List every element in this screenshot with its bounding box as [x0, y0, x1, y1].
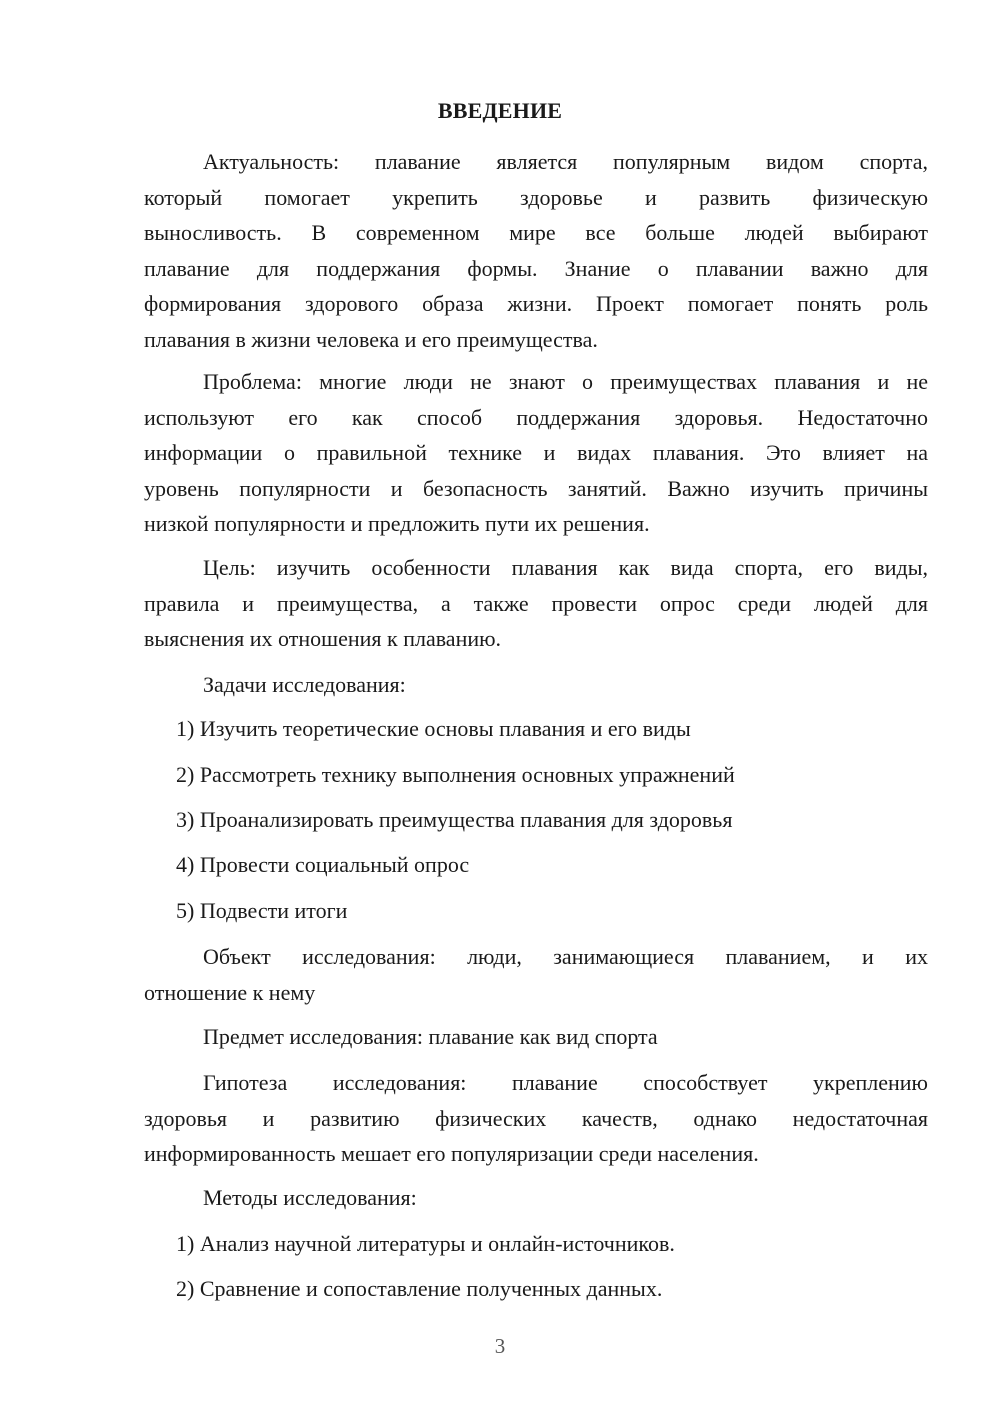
- problem-line: используют его как способ поддержания здоровья. Недостаточно: [144, 404, 928, 430]
- goal-line: выяснения их отношения к плаванию.: [144, 626, 502, 651]
- relevance-line: плавание для поддержания формы. Знание о плавании важно для: [144, 255, 928, 281]
- task-item: 2) Рассмотреть технику выполнения основных упражнений: [176, 762, 735, 787]
- object-line: отношение к нему: [144, 979, 316, 1005]
- problem-line: низкой популярности и предложить пути их решения.: [144, 511, 650, 536]
- problem-line: уровень популярности и безопасность занятий. Важно изучить причины: [144, 475, 928, 501]
- hypothesis-line: здоровья и развитию физических качеств, однако недостаточная: [144, 1105, 928, 1131]
- object-paragraph: [144, 939, 928, 1010]
- goal-line: правила и преимущества, а также провести опрос среди людей для: [144, 590, 928, 616]
- task-item: 5) Подвести итоги: [176, 898, 348, 923]
- problem-paragraph: [144, 364, 928, 542]
- hypothesis-line: Гипотеза исследования: плавание способствует укреплению: [203, 1070, 928, 1095]
- task-item: 1) Изучить теоретические основы плавания и его виды: [176, 716, 691, 741]
- hypothesis-paragraph: [144, 1065, 928, 1172]
- subject-line: Предмет исследования: плавание как вид спорта: [203, 1024, 658, 1049]
- object-line: Объект исследования: люди, занимающиеся плаванием, и их: [203, 944, 928, 969]
- hypothesis-line: информированность мешает его популяризации среди населения.: [144, 1141, 759, 1166]
- tasks-title: Задачи исследования:: [203, 672, 406, 697]
- goal-line: Цель: изучить особенности плавания как вида спорта, его виды,: [203, 555, 928, 580]
- page-number: 3: [494, 1334, 506, 1358]
- relevance-line: Актуальность: плавание является популярным видом спорта,: [203, 149, 928, 174]
- problem-line: Проблема: многие люди не знают о преимуществах плавания и не: [203, 369, 928, 394]
- relevance-line: плавания в жизни человека и его преимущества.: [144, 326, 598, 352]
- methods-title: Методы исследования:: [203, 1185, 417, 1210]
- relevance-line: формирования здорового образа жизни. Проект помогает понять роль: [144, 291, 928, 316]
- relevance-line: который помогает укрепить здоровье и развить физическую: [144, 184, 928, 210]
- problem-line: информации о правильной технике и видах плавания. Это влияет на: [144, 440, 928, 465]
- task-item: 3) Проанализировать преимущества плавания для здоровья: [176, 807, 733, 832]
- goal-paragraph: [144, 550, 928, 657]
- relevance-line: выносливость. В современном мире все больше людей выбирают: [144, 220, 928, 245]
- method-item: 2) Сравнение и сопоставление полученных данных.: [176, 1276, 663, 1301]
- section-heading: ВВЕДЕНИЕ: [437, 98, 563, 123]
- task-item: 4) Провести социальный опрос: [176, 852, 470, 877]
- relevance-paragraph: [144, 144, 928, 357]
- method-item: 1) Анализ научной литературы и онлайн-источников.: [176, 1231, 675, 1256]
